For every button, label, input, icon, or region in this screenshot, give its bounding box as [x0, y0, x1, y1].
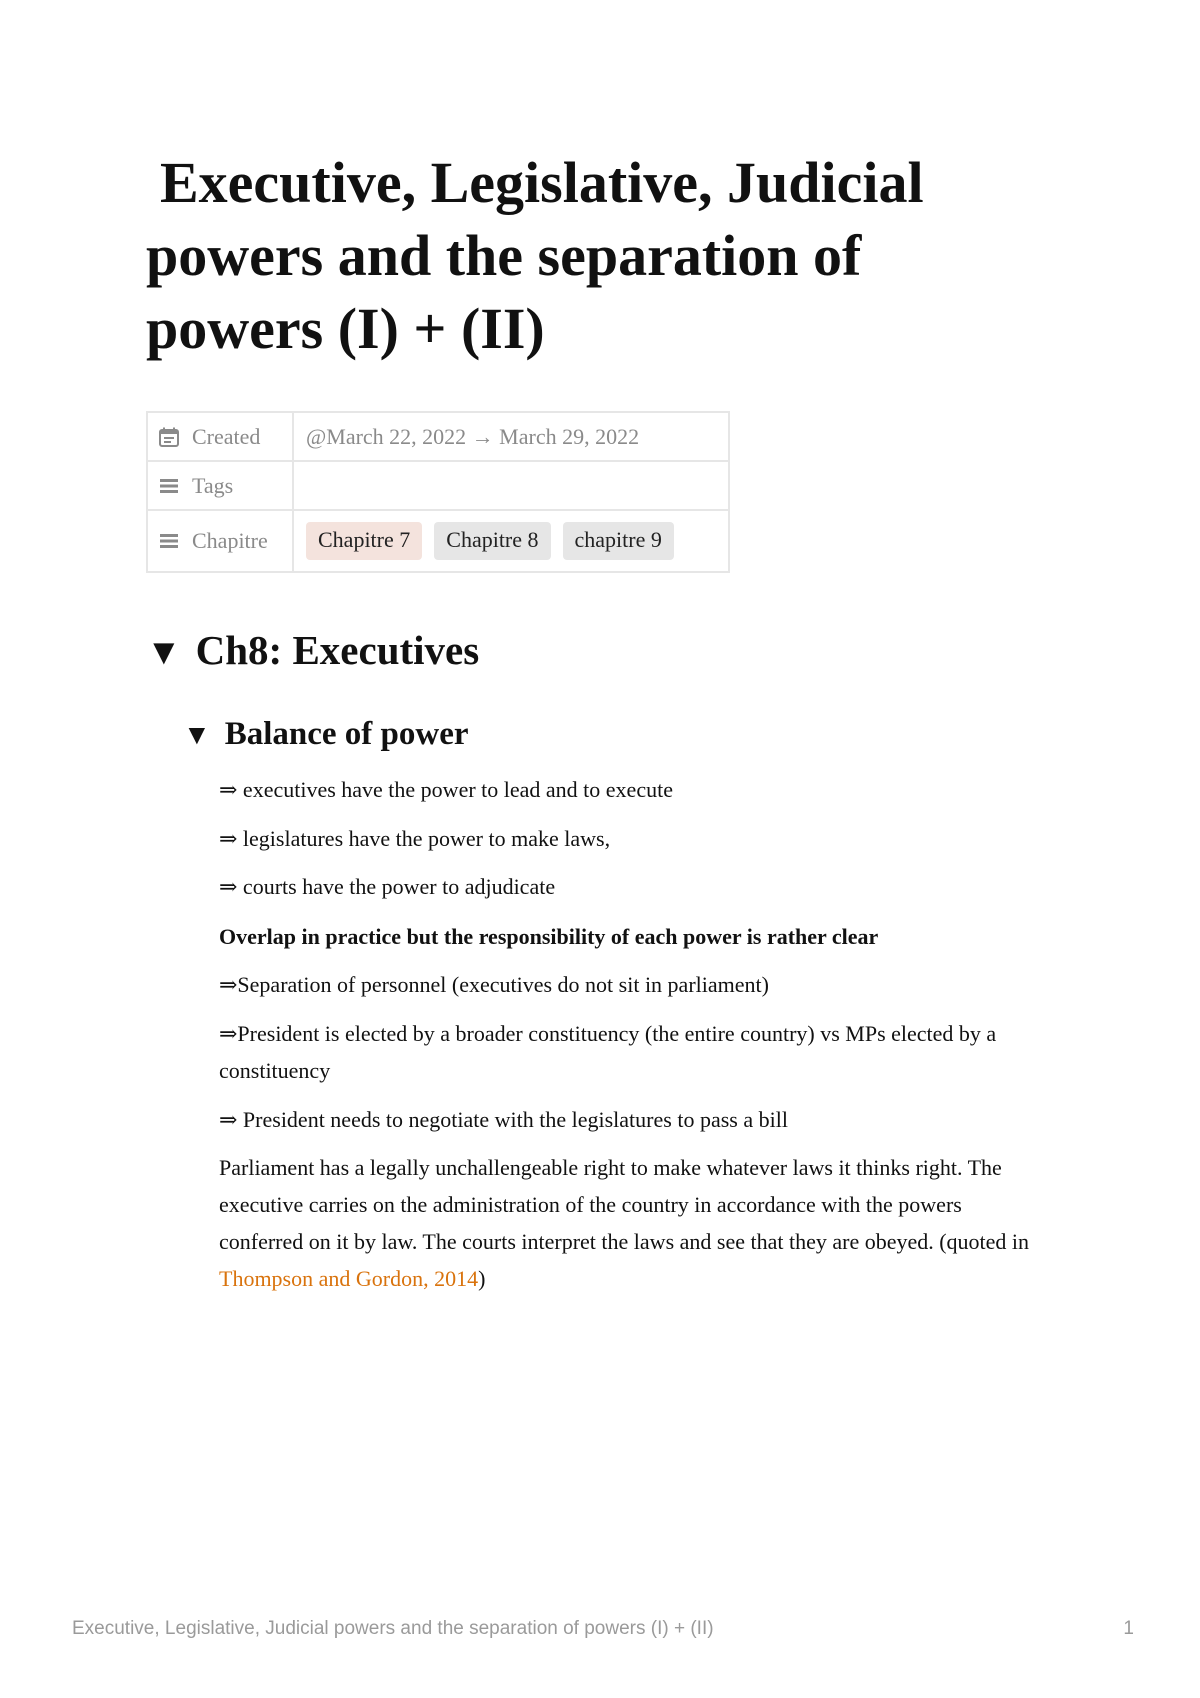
property-value-tags[interactable] [293, 461, 729, 510]
created-date-range[interactable]: @March 22, 2022 → March 29, 2022 [306, 423, 640, 449]
property-key-tags [147, 461, 293, 510]
paragraph: ⇒ courts have the power to adjudicate [219, 874, 556, 899]
page-number: 1 [1123, 1618, 1134, 1639]
paragraph: ⇒ executives have the power to lead and to execute [219, 777, 673, 802]
quote-closing: ) [478, 1266, 486, 1291]
tag-chapitre-7[interactable]: Chapitre 7 [306, 522, 422, 560]
properties-table [146, 411, 730, 573]
subsection-heading-text: Balance of power [224, 716, 469, 752]
tag-chapitre-8[interactable]: Chapitre 8 [434, 522, 550, 560]
property-label-chapitre: Chapitre [192, 528, 268, 553]
property-row-created [147, 412, 729, 461]
property-key-chapitre [147, 510, 293, 572]
list-icon [158, 475, 180, 497]
property-key-created [147, 412, 293, 461]
paragraph: ⇒ legislatures have the power to make laws, [219, 826, 611, 851]
quote-paragraph [219, 1149, 1049, 1297]
citation-link[interactable]: Thompson and Gordon, 2014 [219, 1266, 479, 1291]
section-heading-text: Ch8: Executives [195, 627, 480, 673]
property-label-created: Created [192, 423, 261, 449]
calendar-icon [158, 426, 180, 448]
page-title-line: Executive, Legislative, Judicial [160, 150, 924, 215]
toggle-triangle-icon[interactable]: ▼ [183, 720, 211, 751]
paragraph-emphasis: Overlap in practice but the responsibility of each power is rather clear [219, 924, 879, 949]
page-title [146, 146, 1046, 365]
tag-chapitre-9[interactable]: chapitre 9 [563, 522, 674, 560]
subsection-heading[interactable] [183, 711, 469, 759]
paragraph: ⇒President is elected by a broader constituency (the entire country) vs MPs elected by a constituency [219, 1021, 997, 1083]
page-title-line: powers (I) + (II) [146, 296, 545, 361]
property-label-tags: Tags [192, 472, 234, 498]
section-heading[interactable] [146, 622, 479, 680]
property-value-created[interactable] [293, 412, 729, 461]
toggle-triangle-icon[interactable]: ▼ [146, 632, 182, 672]
page-title-line: powers and the separation of [146, 223, 862, 288]
property-row-tags [147, 461, 729, 510]
paragraph: ⇒Separation of personnel (executives do not sit in parliament) [219, 972, 769, 997]
property-row-chapitre [147, 510, 729, 572]
list-icon [158, 530, 180, 552]
paragraph: ⇒ President needs to negotiate with the legislatures to pass a bill [219, 1107, 788, 1132]
quote-text: Parliament has a legally unchallengeable right to make whatever laws it thinks right. The executive carries on the administration of the country in accordance with the powers conferred on it by law. The courts interpret the laws and see that they are obeyed. (quoted in [219, 1155, 1030, 1254]
footer-title: Executive, Legislative, Judicial powers and the separation of powers (I) + (II) [72, 1618, 714, 1639]
property-value-chapitre[interactable] [293, 510, 729, 572]
